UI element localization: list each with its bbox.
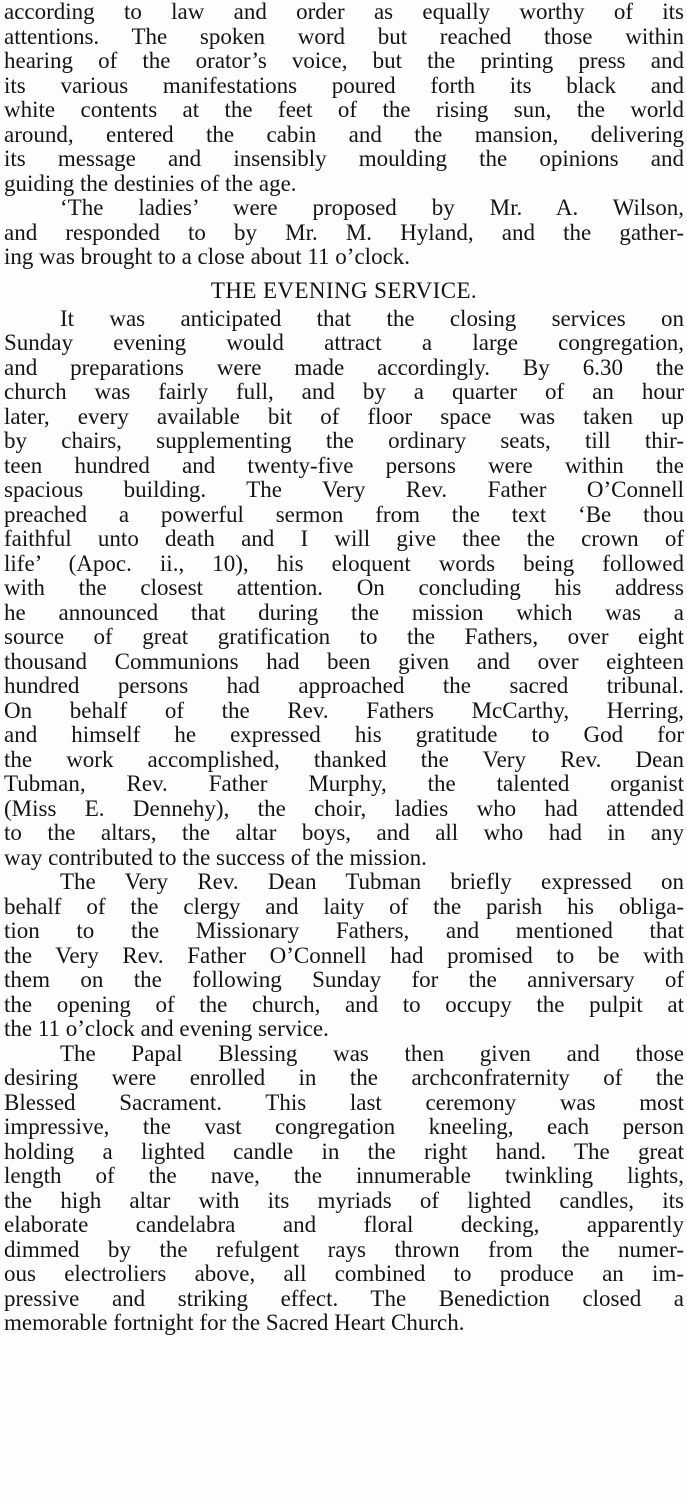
text-line: desiring were enrolled in the archconfraternity of the bbox=[4, 1066, 684, 1090]
text-line: guiding the destinies of the age. bbox=[4, 171, 297, 196]
text-line: faithful unto death and I will give thee the crown of bbox=[4, 527, 684, 551]
text-line: pressive and striking effect. The Benediction closed a bbox=[4, 1286, 684, 1311]
text-line: to the altars, the altar boys, and all who had in any bbox=[4, 821, 684, 845]
text-line: (Miss E. Dennehy), the choir, ladies who had attended bbox=[4, 796, 684, 821]
text-line: tion to the Missionary Fathers, and mentioned that bbox=[4, 919, 684, 943]
text-line: preached a powerful sermon from the text ‘Be thou bbox=[4, 502, 684, 527]
text-line: attentions. The spoken word but reached those within bbox=[4, 24, 684, 49]
paragraph-papal-blessing bbox=[4, 1042, 684, 1336]
text-line: way contributed to the success of the mission. bbox=[4, 845, 427, 870]
text-line: source of great gratification to the Fathers, over eight bbox=[4, 625, 684, 649]
paragraph-dean-tubman bbox=[4, 870, 684, 1042]
text-line: length of the nave, the innumerable twinkling lights, bbox=[4, 1164, 684, 1188]
text-line: teen hundred and twenty-five persons were within the bbox=[4, 453, 684, 478]
text-line: the high altar with its myriads of lighted candles, its bbox=[4, 1188, 684, 1213]
text-line: around, entered the cabin and the mansion, delivering bbox=[4, 122, 684, 147]
text-line: hearing of the orator’s voice, but the printing press and bbox=[4, 49, 684, 73]
text-line: dimmed by the refulgent rays thrown from the numer- bbox=[4, 1237, 684, 1262]
text-line: thousand Communions had been given and over eighteen bbox=[4, 649, 684, 674]
text-line: spacious building. The Very Rev. Father O’Connell bbox=[4, 478, 684, 502]
text-line: memorable fortnight for the Sacred Heart Church. bbox=[4, 1311, 465, 1335]
text-line: behalf of the clergy and laity of the parish his obliga- bbox=[4, 894, 684, 919]
paragraph-ladies-toast bbox=[4, 196, 684, 270]
text-line: church was fairly full, and by a quarter of an hour bbox=[4, 380, 684, 404]
text-line: the opening of the church, and to occupy the pulpit at bbox=[4, 992, 684, 1017]
section-heading: THE EVENING SERVICE. bbox=[210, 277, 478, 303]
text-line: ous electroliers above, all combined to produce an im- bbox=[4, 1262, 684, 1286]
text-line: Tubman, Rev. Father Murphy, the talented organist bbox=[4, 772, 684, 796]
paragraph-printing-press bbox=[4, 0, 684, 196]
text-line: the 11 o’clock and evening service. bbox=[4, 1017, 329, 1041]
text-line: with the closest attention. On concluding his address bbox=[4, 576, 684, 600]
text-line: life’ (Apoc. ii., 10), his eloquent words being followed bbox=[4, 551, 684, 576]
text-line: later, every available bit of floor space was taken up bbox=[4, 404, 684, 429]
text-line: ‘The ladies’ were proposed by Mr. A. Wilson, bbox=[60, 196, 684, 220]
text-line: hundred persons had approached the sacred tribunal. bbox=[4, 674, 684, 698]
text-line: he announced that during the mission which was a bbox=[4, 600, 684, 625]
text-line: its various manifestations poured forth its black and bbox=[4, 73, 684, 98]
text-line: Blessed Sacrament. This last ceremony was most bbox=[4, 1090, 684, 1115]
text-line: its message and insensibly moulding the opinions and bbox=[4, 147, 684, 171]
text-line: It was anticipated that the closing services on bbox=[60, 306, 684, 331]
text-line: the Very Rev. Father O’Connell had promised to be with bbox=[4, 943, 684, 968]
text-line: holding a lighted candle in the right hand. The great bbox=[4, 1139, 684, 1164]
text-line: elaborate candelabra and floral decking, apparently bbox=[4, 1213, 684, 1237]
text-line: white contents at the feet of the rising sun, the world bbox=[4, 98, 684, 122]
text-line: Sunday evening would attract a large congregation, bbox=[4, 331, 684, 355]
paragraph-closing-services bbox=[4, 307, 684, 871]
text-line: them on the following Sunday for the anniversary of bbox=[4, 968, 684, 992]
text-line: by chairs, supplementing the ordinary seats, till thir- bbox=[4, 429, 684, 453]
text-line: the work accomplished, thanked the Very Rev. Dean bbox=[4, 747, 684, 772]
text-line: and himself he expressed his gratitude to God for bbox=[4, 723, 684, 747]
text-line: ing was brought to a close about 11 o’clock. bbox=[4, 245, 411, 269]
text-line: The Papal Blessing was then given and those bbox=[60, 1041, 684, 1066]
text-line: according to law and order as equally worthy of its bbox=[4, 0, 684, 24]
text-line: and preparations were made accordingly. By 6.30 the bbox=[4, 355, 684, 380]
text-line: On behalf of the Rev. Fathers McCarthy, Herring, bbox=[4, 698, 684, 723]
text-line: The Very Rev. Dean Tubman briefly expressed on bbox=[60, 870, 684, 894]
text-line: impressive, the vast congregation kneeling, each person bbox=[4, 1115, 684, 1139]
text-line: and responded to by Mr. M. Hyland, and the gather- bbox=[4, 220, 684, 245]
